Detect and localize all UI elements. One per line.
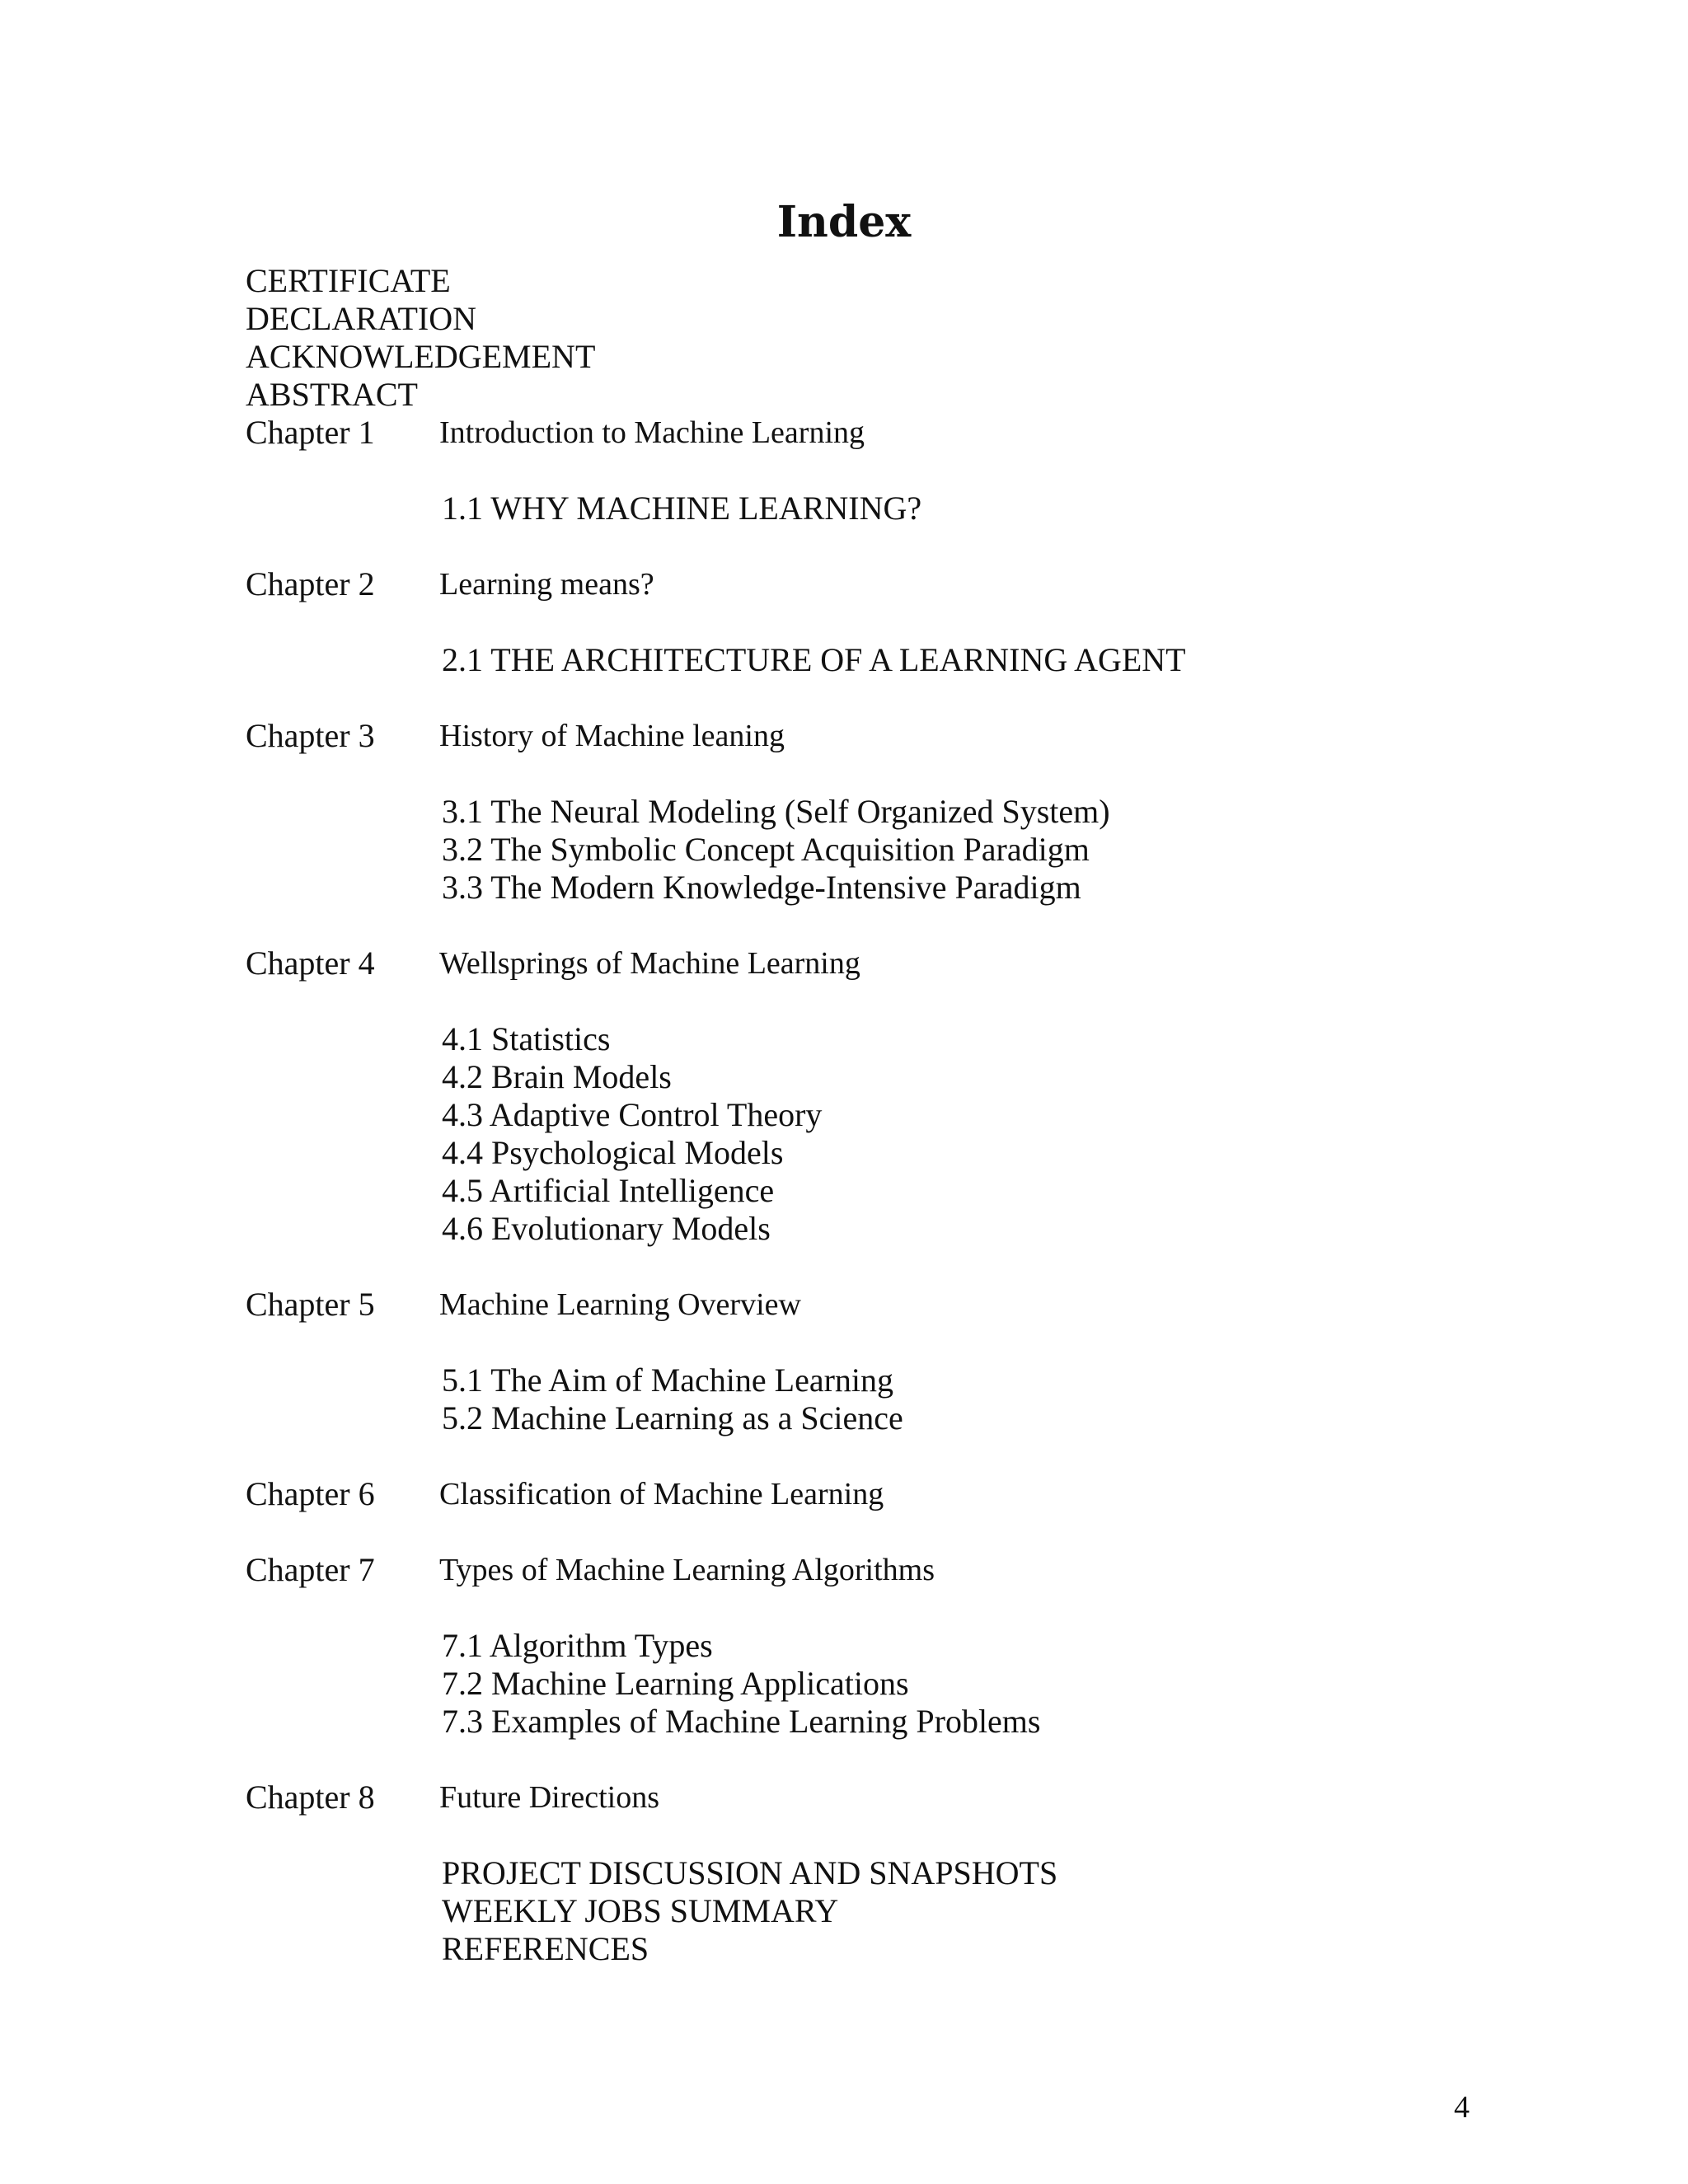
section-item: 3.2 The Symbolic Concept Acquisition Paradigm: [442, 831, 1090, 868]
chapter-title: Introduction to Machine Learning: [439, 415, 865, 450]
chapter-label: Chapter 3: [246, 717, 375, 754]
front-matter-item: ABSTRACT: [246, 376, 418, 413]
chapter-label: Chapter 8: [246, 1779, 375, 1816]
back-matter-item: WEEKLY JOBS SUMMARY: [442, 1892, 839, 1929]
section-item: 4.6 Evolutionary Models: [442, 1210, 771, 1247]
section-item: 5.1 The Aim of Machine Learning: [442, 1361, 894, 1399]
section-item: 4.1 Statistics: [442, 1020, 611, 1057]
chapter-label: Chapter 6: [246, 1475, 375, 1512]
section-item: 2.1 THE ARCHITECTURE OF A LEARNING AGENT: [442, 641, 1186, 678]
section-item: 7.3 Examples of Machine Learning Problems: [442, 1703, 1041, 1740]
section-item: 7.1 Algorithm Types: [442, 1627, 713, 1664]
section-item: 1.1 WHY MACHINE LEARNING?: [442, 490, 922, 527]
chapter-label: Chapter 2: [246, 565, 375, 602]
chapter-title: Wellsprings of Machine Learning: [439, 946, 860, 981]
chapter-title: Types of Machine Learning Algorithms: [439, 1553, 935, 1587]
page-title: Index: [776, 197, 912, 247]
section-item: 5.2 Machine Learning as a Science: [442, 1399, 903, 1436]
chapter-title: Machine Learning Overview: [439, 1287, 801, 1322]
front-matter-item: ACKNOWLEDGEMENT: [246, 338, 596, 375]
back-matter-item: PROJECT DISCUSSION AND SNAPSHOTS: [442, 1854, 1058, 1891]
chapter-label: Chapter 1: [246, 414, 375, 451]
section-item: 4.2 Brain Models: [442, 1058, 672, 1095]
section-item: 3.3 The Modern Knowledge-Intensive Paradigm: [442, 869, 1081, 906]
front-matter-item: DECLARATION: [246, 300, 476, 337]
chapter-label: Chapter 4: [246, 944, 375, 982]
section-item: 3.1 The Neural Modeling (Self Organized System): [442, 793, 1110, 830]
page-number: 4: [1454, 2090, 1470, 2125]
chapter-label: Chapter 7: [246, 1551, 375, 1588]
section-item: 7.2 Machine Learning Applications: [442, 1665, 909, 1702]
chapter-title: Classification of Machine Learning: [439, 1477, 884, 1511]
front-matter-item: CERTIFICATE: [246, 262, 451, 299]
chapter-label: Chapter 5: [246, 1286, 375, 1323]
chapter-title: Learning means?: [439, 567, 654, 602]
section-item: 4.5 Artificial Intelligence: [442, 1172, 775, 1209]
chapter-title: History of Machine leaning: [439, 719, 785, 753]
back-matter-item: REFERENCES: [442, 1930, 649, 1967]
section-item: 4.3 Adaptive Control Theory: [442, 1096, 823, 1133]
chapter-title: Future Directions: [439, 1780, 660, 1815]
section-item: 4.4 Psychological Models: [442, 1134, 784, 1171]
